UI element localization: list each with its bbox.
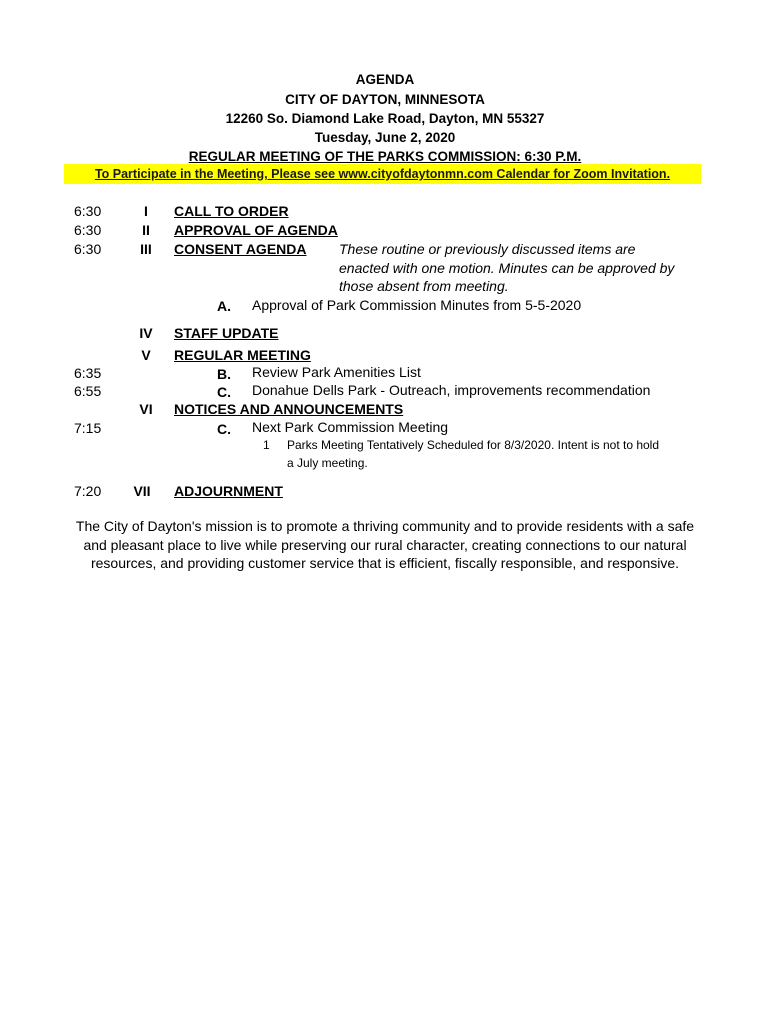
time-adjournment: 7:20 [74,483,102,499]
item-minutes-approval: Approval of Park Commission Minutes from 5-5-2020 [252,297,582,313]
time-next-meeting: 7:15 [74,420,102,436]
section-consent-agenda: CONSENT AGENDA [174,241,307,257]
item-next-meeting: Next Park Commission Meeting [252,419,449,435]
city-name: CITY OF DAYTON, MINNESOTA [285,92,485,107]
item-review-amenities: Review Park Amenities List [252,364,421,380]
item-letter-c-1: C. [217,384,231,400]
section-number-3: III [140,241,152,257]
time-approval-of-agenda: 6:30 [74,222,102,238]
item-donahue-dells: Donahue Dells Park - Outreach, improvements recommendation [252,382,651,398]
time-review-amenities: 6:35 [74,365,102,381]
section-number-6: VI [139,401,153,417]
consent-note-line-2: enacted with one motion. Minutes can be approved by [339,260,675,276]
section-call-to-order: CALL TO ORDER [174,203,289,219]
mission-statement: The City of Dayton's mission is to promote a thriving community and to provide residents with a safe and pleasant place to live while preserving our rural character, creating connections to our natural resources, and providing customer service that is efficient, fiscally responsible, and responsive. [75,518,695,571]
time-consent-agenda: 6:30 [74,241,102,257]
item-letter-a: A. [217,298,231,314]
subitem-schedule-line-1: Parks Meeting Tentatively Scheduled for 8/3/2020. Intent is not to hold [287,438,660,452]
consent-note-line-1: These routine or previously discussed items are [339,241,636,257]
section-adjournment: ADJOURNMENT [174,483,283,499]
item-letter-c-2: C. [217,421,231,437]
time-donahue-dells: 6:55 [74,383,102,399]
subitem-number-1: 1 [263,438,270,452]
section-number-5: V [141,347,151,363]
section-number-4: IV [139,325,153,341]
consent-note-line-3: those absent from meeting. [339,278,509,294]
item-letter-b: B. [217,366,231,382]
section-staff-update: STAFF UPDATE [174,325,279,341]
zoom-participation-banner: To Participate in the Meeting, Please see www.cityofdaytonmn.com Calendar for Zoom Invitation. [64,164,701,184]
section-number-1: I [144,203,148,219]
agenda-title: AGENDA [355,72,415,87]
section-regular-meeting: REGULAR MEETING [174,347,311,363]
section-number-2: II [142,222,150,238]
subitem-schedule-line-2: a July meeting. [287,456,368,470]
meeting-heading: REGULAR MEETING OF THE PARKS COMMISSION: 6:30 P.M. [188,149,582,164]
section-approval-of-agenda: APPROVAL OF AGENDA [174,222,338,238]
time-call-to-order: 6:30 [74,203,102,219]
section-notices-announcements: NOTICES AND ANNOUNCEMENTS [174,401,404,417]
section-number-7: VII [133,483,151,499]
city-address: 12260 So. Diamond Lake Road, Dayton, MN 55327 [225,111,545,126]
meeting-date: Tuesday, June 2, 2020 [314,130,456,145]
